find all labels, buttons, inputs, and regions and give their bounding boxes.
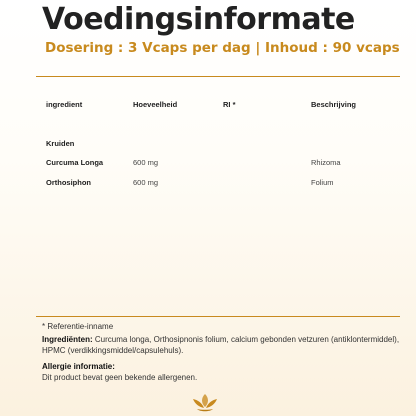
allergy-block	[42, 362, 402, 383]
bottom-divider	[36, 316, 400, 317]
ingredients-text: Curcuma longa, Orthosipnonis folium, calcium gebonden vetzuren (antiklontermiddel), HPMC (verdikkingsmiddel/capsulehuls).	[42, 335, 400, 355]
allergy-text: Dit product bevat geen bekende allergenen.	[42, 372, 198, 382]
page-title: Voedingsinformate	[42, 2, 355, 37]
column-header-amount: Hoeveelheid	[133, 100, 178, 109]
column-header-ingredient: ingredient	[46, 100, 83, 109]
table-row-ingredient: Curcuma Longa	[46, 158, 104, 167]
table-row-description: Folium	[311, 178, 334, 187]
table-row-amount: 600 mg	[133, 178, 159, 187]
group-label: Kruiden	[46, 139, 75, 148]
ri-footnote: * Referentie-inname	[42, 322, 114, 331]
allergy-label: Allergie informatie:	[42, 362, 115, 371]
ingredients-block	[42, 335, 402, 356]
dosage-subtitle: Dosering : 3 Vcaps per dag | Inhoud : 90 vcaps	[45, 40, 400, 56]
ingredients-label: Ingrediënten:	[42, 335, 93, 344]
table-row-amount: 600 mg	[133, 158, 159, 167]
column-header-ri: RI *	[223, 100, 236, 109]
table-row-description: Rhizoma	[311, 158, 341, 167]
table-row-ingredient: Orthosiphon	[46, 178, 91, 187]
column-header-description: Beschrijving	[311, 100, 357, 109]
leaf-logo-icon	[190, 392, 220, 414]
top-divider	[36, 76, 400, 77]
